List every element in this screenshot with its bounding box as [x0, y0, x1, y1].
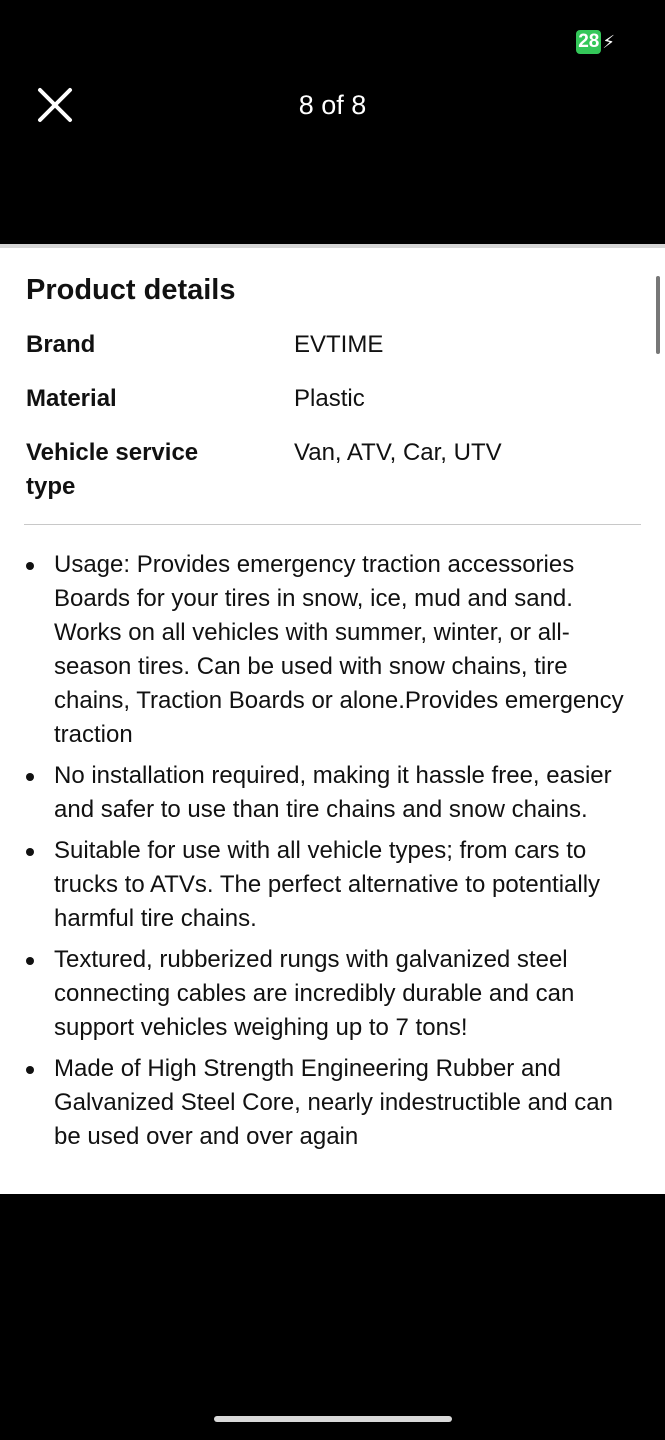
detail-value: EVTIME: [294, 331, 384, 358]
list-item: [24, 759, 644, 827]
detail-label: Brand: [26, 331, 96, 358]
detail-row-material: [26, 382, 626, 416]
product-details-title: Product details: [26, 274, 236, 306]
bullet-text: Made of High Strength Engineering Rubber and Galvanized Steel Core, nearly indestructible and can be used over and over again: [54, 1055, 613, 1150]
details-table: [26, 328, 626, 504]
home-indicator[interactable]: [214, 1416, 452, 1422]
detail-value: Van, ATV, Car, UTV: [294, 439, 502, 466]
detail-value: Plastic: [294, 385, 365, 412]
scroll-indicator: [656, 276, 660, 354]
detail-row-vehicle-service-type: [26, 436, 626, 504]
bullet-icon: [26, 1066, 34, 1074]
bullet-icon: [26, 848, 34, 856]
battery-level: 28: [578, 31, 600, 52]
detail-label: Vehicle service type: [26, 439, 199, 500]
image-counter: 8 of 8: [298, 90, 367, 120]
bullet-icon: [26, 562, 34, 570]
bullet-text: Usage: Provides emergency traction accessories Boards for your tires in snow, ice, mud and sand. Works on all vehicles with summer, winter, or all-season tires. Can be used with snow chains, tire chains, Traction Boards or alone.Provides emergency traction: [54, 551, 624, 748]
bullet-text: No installation required, making it hassle free, easier and safer to use than tire chains and snow chains.: [54, 762, 612, 823]
bullet-icon: [26, 957, 34, 965]
product-image[interactable]: [0, 244, 665, 1194]
list-item: [24, 834, 644, 936]
bullet-icon: [26, 773, 34, 781]
bullet-text: Suitable for use with all vehicle types; from cars to trucks to ATVs. The perfect alternative to potentially harmful tire chains.: [54, 837, 601, 932]
detail-label: Material: [26, 385, 117, 412]
feature-bullet-list: [24, 548, 644, 1161]
battery-indicator: [576, 30, 615, 54]
bolt-icon: ⚡︎: [602, 31, 615, 52]
list-item: [24, 1052, 644, 1154]
detail-row-brand: [26, 328, 626, 362]
divider: [24, 524, 641, 525]
list-item: [24, 548, 644, 752]
list-item: [24, 943, 644, 1045]
bullet-text: Textured, rubberized rungs with galvanized steel connecting cables are incredibly durable and can support vehicles weighing up to 7 tons!: [54, 946, 575, 1041]
